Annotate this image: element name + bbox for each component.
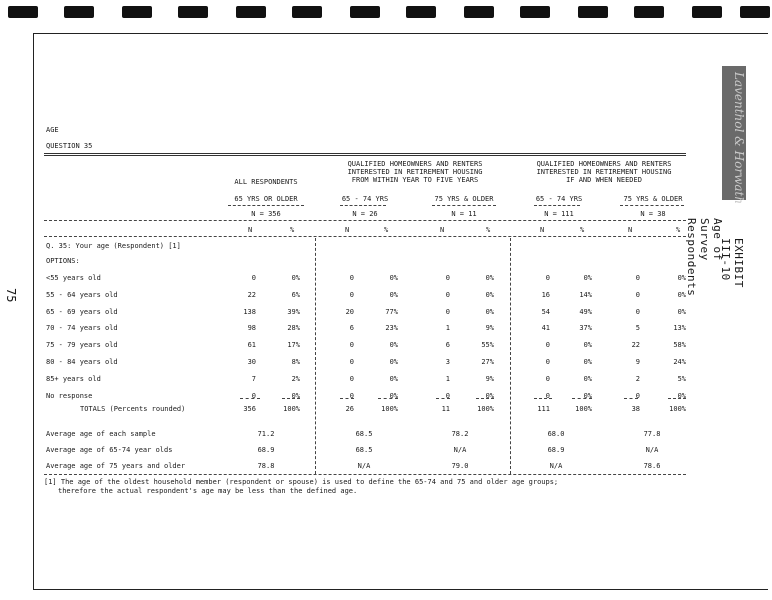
punch-hole — [178, 6, 208, 18]
cell-percent: 0% — [389, 291, 398, 299]
cell-percent: 37% — [579, 324, 592, 332]
question-text: Q. 35: Your age (Respondent) [1] — [46, 242, 181, 250]
row-label: 80 - 84 years old — [46, 358, 118, 366]
cell-count: 6 — [445, 341, 450, 349]
cell-percent: 0% — [389, 341, 398, 349]
binder-holes — [0, 6, 772, 20]
row-label: 65 - 69 years old — [46, 308, 118, 316]
subheader-col5: 75 YRS & OLDER — [623, 195, 683, 203]
average-value: 78.6 — [643, 462, 661, 470]
cell-count: 98 — [247, 324, 256, 332]
cell-count: 41 — [541, 324, 550, 332]
cell-count: 6 — [349, 324, 354, 332]
firm-logo — [722, 66, 746, 205]
col-pct-3: % — [486, 226, 491, 234]
cell-count: 22 — [631, 341, 640, 349]
cell-count: 3 — [445, 358, 450, 366]
cell-count: 0 — [349, 358, 354, 366]
cell-count: 1 — [445, 324, 450, 332]
cell-count: 1 — [445, 375, 450, 383]
cell-count: 0 — [545, 341, 550, 349]
n-col3: N = 11 — [451, 210, 477, 218]
cell-count: 0 — [545, 358, 550, 366]
cell-count: 0 — [349, 375, 354, 383]
cell-percent: 0% — [485, 308, 494, 316]
column-rule — [44, 236, 686, 237]
cell-percent: 0% — [485, 291, 494, 299]
cell-percent: 0% — [485, 274, 494, 282]
total-underline — [240, 398, 260, 399]
total-percent: 100% — [283, 405, 300, 413]
average-label: Average age of each sample — [46, 430, 156, 438]
total-underline — [436, 398, 450, 399]
n-col2: N = 26 — [352, 210, 378, 218]
total-count: 11 — [441, 405, 450, 413]
exhibit-title: EXHIBIT III-10 — [719, 238, 745, 288]
cell-percent: 39% — [287, 308, 300, 316]
cell-percent: 13% — [673, 324, 686, 332]
cell-count: 9 — [635, 358, 640, 366]
punch-hole — [406, 6, 436, 18]
options-label: OPTIONS: — [46, 257, 80, 265]
punch-hole — [634, 6, 664, 18]
header-group-c-line1: QUALIFIED HOMEOWNERS AND RENTERS — [536, 160, 672, 168]
cell-count: 0 — [545, 392, 550, 400]
row-label: 85+ years old — [46, 375, 101, 383]
subheader-col1: 65 YRS OR OLDER — [234, 195, 298, 203]
subheader-col2: 65 - 74 YRS — [341, 195, 389, 203]
average-label: Average age of 75 years and older — [46, 462, 186, 470]
top-rule — [44, 153, 686, 156]
header-group-b-line3: FROM WITHIN YEAR TO FIVE YEARS — [351, 176, 479, 184]
cell-count: 5 — [635, 324, 640, 332]
punch-hole — [464, 6, 494, 18]
cell-percent: 77% — [385, 308, 398, 316]
subheader-underline — [228, 205, 304, 206]
cell-count: 20 — [345, 308, 354, 316]
cell-percent: 0% — [389, 358, 398, 366]
cell-count: 0 — [445, 274, 450, 282]
average-value: 71.2 — [257, 430, 275, 438]
cell-percent: 0% — [583, 392, 592, 400]
row-label: No response — [46, 392, 93, 400]
col-n-1: N — [248, 226, 253, 234]
question-label: QUESTION 35 — [46, 142, 93, 150]
total-underline — [534, 398, 552, 399]
footnote-line1: [1] The age of the oldest household member (respondent or spouse) is used to define the 65-74 and 75 and older age groups; — [44, 478, 559, 486]
punch-hole — [122, 6, 152, 18]
cell-percent: 0% — [389, 375, 398, 383]
subheader-underline — [340, 205, 386, 206]
total-underline — [340, 398, 354, 399]
cell-count: 0 — [635, 308, 640, 316]
row-label: 70 - 74 years old — [46, 324, 118, 332]
cell-percent: 0% — [583, 274, 592, 282]
cell-count: 138 — [243, 308, 256, 316]
logo-text: Laventhol & Horwath — [732, 72, 746, 205]
cell-percent: 6% — [291, 291, 300, 299]
cell-percent: 0% — [677, 308, 686, 316]
row-label: 75 - 79 years old — [46, 341, 118, 349]
punch-hole — [692, 6, 722, 18]
total-count: 38 — [631, 405, 640, 413]
cell-count: 0 — [251, 392, 256, 400]
header-rule — [44, 220, 686, 221]
cell-count: 22 — [247, 291, 256, 299]
average-value: 68.9 — [257, 446, 275, 454]
punch-hole — [236, 6, 266, 18]
n-col5: N = 38 — [640, 210, 666, 218]
section-label: AGE — [46, 126, 59, 134]
cell-percent: 5% — [677, 375, 686, 383]
total-count: 356 — [243, 405, 256, 413]
total-percent: 100% — [669, 405, 686, 413]
average-value: 68.0 — [547, 430, 565, 438]
totals-label: TOTALS (Percents rounded) — [80, 405, 186, 413]
subheader-underline — [432, 205, 496, 206]
cell-count: 0 — [635, 392, 640, 400]
average-value: N/A — [357, 462, 371, 470]
cell-count: 0 — [349, 392, 354, 400]
cell-count: 61 — [247, 341, 256, 349]
subheader-col4: 65 - 74 YRS — [535, 195, 583, 203]
n-col4: N = 111 — [544, 210, 574, 218]
punch-hole — [350, 6, 380, 18]
footnote-rule — [44, 474, 686, 475]
cell-percent: 23% — [385, 324, 398, 332]
average-value: 68.5 — [355, 430, 373, 438]
page-number: 75 — [4, 288, 18, 303]
total-underline — [572, 398, 592, 399]
cell-count: 0 — [445, 308, 450, 316]
cell-count: 0 — [445, 291, 450, 299]
total-count: 111 — [537, 405, 550, 413]
cell-count: 0 — [349, 291, 354, 299]
total-underline — [624, 398, 638, 399]
cell-percent: 0% — [677, 274, 686, 282]
header-all-respondents: ALL RESPONDENTS — [234, 178, 298, 186]
cell-count: 0 — [349, 274, 354, 282]
cell-count: 54 — [541, 308, 550, 316]
punch-hole — [8, 6, 38, 18]
cell-count: 30 — [247, 358, 256, 366]
cell-percent: 0% — [389, 392, 398, 400]
total-count: 26 — [345, 405, 354, 413]
cell-percent: 17% — [287, 341, 300, 349]
col-pct-1: % — [290, 226, 295, 234]
average-label: Average age of 65-74 year olds — [46, 446, 173, 454]
subheader-underline — [620, 205, 684, 206]
total-underline — [378, 398, 398, 399]
cell-percent: 27% — [481, 358, 494, 366]
cell-count: 0 — [635, 274, 640, 282]
cell-count: 0 — [545, 375, 550, 383]
cell-percent: 0% — [583, 341, 592, 349]
average-value: 68.9 — [547, 446, 565, 454]
col-n-2: N — [345, 226, 350, 234]
cell-percent: 0% — [485, 392, 494, 400]
col-pct-5: % — [676, 226, 681, 234]
cell-percent: 49% — [579, 308, 592, 316]
punch-hole — [520, 6, 550, 18]
col-n-5: N — [628, 226, 633, 234]
col-pct-2: % — [384, 226, 389, 234]
cell-percent: 0% — [291, 274, 300, 282]
header-group-b-line2: INTERESTED IN RETIREMENT HOUSING — [347, 168, 483, 176]
cell-percent: 0% — [583, 358, 592, 366]
cell-percent: 2% — [291, 375, 300, 383]
col-n-3: N — [440, 226, 445, 234]
average-value: 79.0 — [451, 462, 469, 470]
cell-count: 0 — [545, 274, 550, 282]
cell-count: 16 — [541, 291, 550, 299]
row-label: <55 years old — [46, 274, 101, 282]
header-group-c-line2: INTERESTED IN RETIREMENT HOUSING — [536, 168, 672, 176]
exhibit-subtitle: Age of Survey Respondents — [685, 218, 724, 297]
n-col1: N = 356 — [251, 210, 281, 218]
punch-hole — [740, 6, 770, 18]
average-value: 77.8 — [643, 430, 661, 438]
cell-percent: 55% — [481, 341, 494, 349]
col-n-4: N — [540, 226, 545, 234]
total-percent: 100% — [381, 405, 398, 413]
average-value: 78.2 — [451, 430, 469, 438]
cell-percent: 0% — [677, 291, 686, 299]
row-label: 55 - 64 years old — [46, 291, 118, 299]
total-underline — [668, 398, 686, 399]
average-value: N/A — [645, 446, 659, 454]
punch-hole — [64, 6, 94, 18]
cell-percent: 0% — [291, 392, 300, 400]
total-underline — [476, 398, 494, 399]
total-percent: 100% — [575, 405, 592, 413]
total-underline — [282, 398, 300, 399]
punch-hole — [292, 6, 322, 18]
cell-percent: 14% — [579, 291, 592, 299]
average-value: 68.5 — [355, 446, 373, 454]
cell-percent: 0% — [389, 274, 398, 282]
cell-percent: 28% — [287, 324, 300, 332]
total-percent: 100% — [477, 405, 494, 413]
cell-percent: 24% — [673, 358, 686, 366]
cell-percent: 0% — [677, 392, 686, 400]
subheader-col3: 75 YRS & OLDER — [434, 195, 494, 203]
cell-percent: 9% — [485, 324, 494, 332]
header-group-b-line1: QUALIFIED HOMEOWNERS AND RENTERS — [347, 160, 483, 168]
cell-count: 7 — [251, 375, 256, 383]
punch-hole — [578, 6, 608, 18]
cell-count: 0 — [445, 392, 450, 400]
cell-count: 0 — [635, 291, 640, 299]
average-value: 78.8 — [257, 462, 275, 470]
subheader-underline — [534, 205, 580, 206]
cell-count: 2 — [635, 375, 640, 383]
average-value: N/A — [453, 446, 467, 454]
col-pct-4: % — [580, 226, 585, 234]
cell-percent: 9% — [485, 375, 494, 383]
cell-percent: 0% — [583, 375, 592, 383]
cell-percent: 8% — [291, 358, 300, 366]
cell-count: 0 — [349, 341, 354, 349]
footnote-line2: therefore the actual respondent's age may be less than the defined age. — [58, 487, 358, 495]
cell-count: 0 — [251, 274, 256, 282]
cell-percent: 58% — [673, 341, 686, 349]
header-group-c-line3: IF AND WHEN NEEDED — [566, 176, 642, 184]
average-value: N/A — [549, 462, 563, 470]
